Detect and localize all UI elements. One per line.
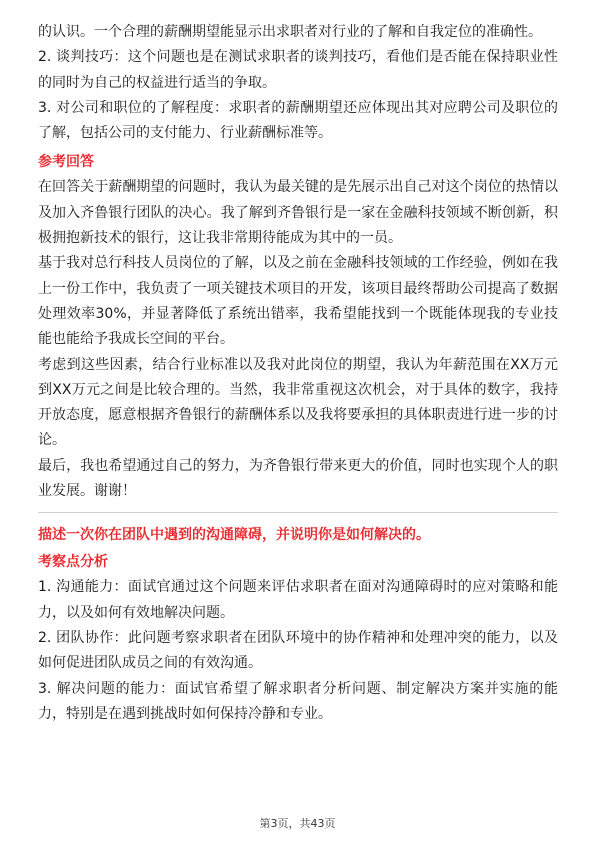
reference-answer-paragraph: 考虑到这些因素，结合行业标准以及我对此岗位的期望，我认为年薪范围在XX万元到XX万元之间是比较合理的。当然，我非常重视这次机会，对于具体的数字，我持开放态度，愿意根据齐鲁银行的薪酬体系以及我将要承担的具体职责进行进一步的讨论。 xyxy=(38,356,558,449)
analysis-point: 2. 团队协作：此问题考察求职者在团队环境中的协作精神和处理冲突的能力，以及如何促进团队成员之间的有效沟通。 xyxy=(38,629,558,672)
analysis-heading: 考察点分析 xyxy=(38,554,108,571)
section1-point-2: 2. 谈判技巧：这个问题也是在测试求职者的谈判技巧，看他们是否能在保持职业性的同时为自己的权益进行适当的争取。 xyxy=(38,49,558,91)
reference-answer-paragraph: 最后，我也希望通过自己的努力，为齐鲁银行带来更大的价值，同时也实现个人的职业发展。谢谢！ xyxy=(38,457,558,500)
analysis-point: 1. 沟通能力：面试官通过这个问题来评估求职者在面对沟通障碍时的应对策略和能力，以及如何有效地解决问题。 xyxy=(38,579,558,621)
question-title: 描述一次你在团队中遇到的沟通障碍，并说明你是如何解决的。 xyxy=(38,527,430,544)
section1-continuation: 的认识。一个合理的薪酬期望能显示出求职者对行业的了解和自我定位的准确性。 xyxy=(38,24,542,40)
reference-answer-paragraph: 基于我对总行科技人员岗位的了解，以及之前在金融科技领域的工作经验，例如在我上一份工作中，我负责了一项关键技术项目的开发，该项目最终帮助公司提高了数据处理效率30%，并显著降低了系统出错率，我希望能找到一个既能体现我的专业技能也能给予我成长空间的平台。 xyxy=(38,255,558,348)
document-page xyxy=(38,20,558,727)
analysis-point: 3. 解决问题的能力：面试官希望了解求职者分析问题、制定解决方案并实施的能力，特别是在遇到挑战时如何保持冷静和专业。 xyxy=(38,680,558,722)
reference-answer-paragraph: 在回答关于薪酬期望的问题时，我认为最关键的是先展示出自己对这个岗位的热情以及加入齐鲁银行团队的决心。我了解到齐鲁银行是一家在金融科技领域不断创新，积极拥抱新技术的银行，这让我非常期待能成为其中的一员。 xyxy=(38,179,558,247)
section1-point-3: 3. 对公司和职位的了解程度：求职者的薪酬期望还应体现出其对应聘公司及职位的了解，包括公司的支付能力、行业薪酬标准等。 xyxy=(38,99,558,142)
section-divider xyxy=(38,512,558,513)
reference-answer-heading: 参考回答 xyxy=(38,154,94,171)
page-number: 第3页，共43页 xyxy=(259,817,336,830)
